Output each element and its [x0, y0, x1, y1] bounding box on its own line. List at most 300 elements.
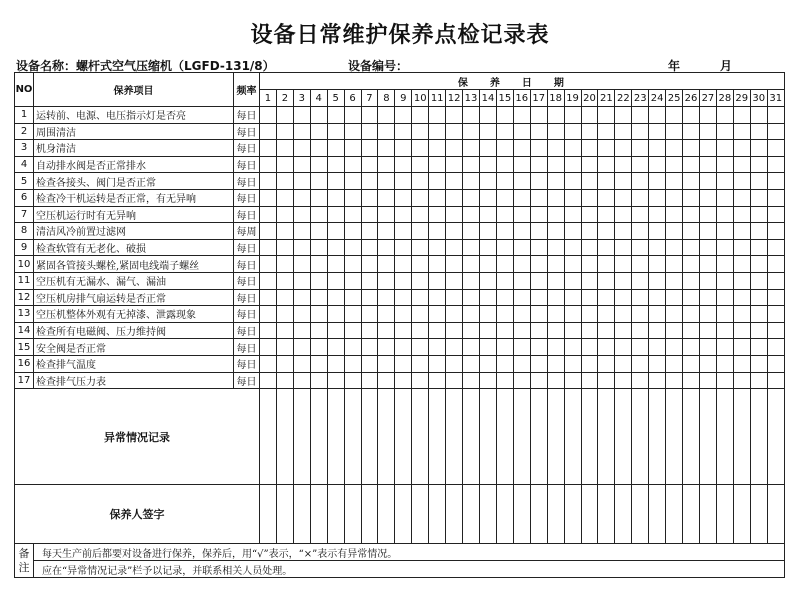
check-cell[interactable] [733, 189, 750, 206]
check-cell[interactable] [615, 173, 632, 190]
check-cell[interactable] [598, 173, 615, 190]
check-cell[interactable] [446, 322, 463, 339]
check-cell[interactable] [564, 372, 581, 389]
check-cell[interactable] [429, 223, 446, 240]
check-cell[interactable] [632, 173, 649, 190]
check-cell[interactable] [463, 256, 480, 273]
check-cell[interactable] [310, 189, 327, 206]
check-cell[interactable] [767, 256, 784, 273]
check-cell[interactable] [463, 156, 480, 173]
check-cell[interactable] [581, 189, 598, 206]
check-cell[interactable] [276, 156, 293, 173]
check-cell[interactable] [632, 189, 649, 206]
abnormal-record-cell[interactable] [513, 389, 530, 485]
check-cell[interactable] [446, 272, 463, 289]
check-cell[interactable] [429, 272, 446, 289]
signature-cell[interactable] [513, 485, 530, 544]
check-cell[interactable] [446, 355, 463, 372]
check-cell[interactable] [581, 339, 598, 356]
check-cell[interactable] [412, 355, 429, 372]
check-cell[interactable] [463, 372, 480, 389]
check-cell[interactable] [530, 239, 547, 256]
check-cell[interactable] [496, 239, 513, 256]
check-cell[interactable] [293, 206, 310, 223]
check-cell[interactable] [683, 372, 700, 389]
check-cell[interactable] [446, 140, 463, 157]
check-cell[interactable] [581, 256, 598, 273]
check-cell[interactable] [378, 156, 395, 173]
check-cell[interactable] [310, 239, 327, 256]
check-cell[interactable] [632, 140, 649, 157]
check-cell[interactable] [581, 206, 598, 223]
check-cell[interactable] [344, 140, 361, 157]
check-cell[interactable] [412, 272, 429, 289]
check-cell[interactable] [767, 272, 784, 289]
check-cell[interactable] [598, 140, 615, 157]
check-cell[interactable] [395, 189, 412, 206]
check-cell[interactable] [767, 123, 784, 140]
check-cell[interactable] [632, 107, 649, 124]
check-cell[interactable] [598, 372, 615, 389]
check-cell[interactable] [429, 322, 446, 339]
check-cell[interactable] [615, 289, 632, 306]
check-cell[interactable] [649, 339, 666, 356]
check-cell[interactable] [581, 156, 598, 173]
check-cell[interactable] [615, 123, 632, 140]
check-cell[interactable] [547, 189, 564, 206]
abnormal-record-cell[interactable] [564, 389, 581, 485]
check-cell[interactable] [412, 339, 429, 356]
check-cell[interactable] [733, 322, 750, 339]
check-cell[interactable] [716, 306, 733, 323]
check-cell[interactable] [378, 306, 395, 323]
check-cell[interactable] [361, 140, 378, 157]
check-cell[interactable] [361, 206, 378, 223]
check-cell[interactable] [479, 272, 496, 289]
check-cell[interactable] [395, 239, 412, 256]
check-cell[interactable] [361, 372, 378, 389]
check-cell[interactable] [767, 355, 784, 372]
check-cell[interactable] [513, 322, 530, 339]
check-cell[interactable] [530, 372, 547, 389]
check-cell[interactable] [564, 239, 581, 256]
check-cell[interactable] [496, 173, 513, 190]
check-cell[interactable] [513, 372, 530, 389]
check-cell[interactable] [716, 140, 733, 157]
check-cell[interactable] [293, 372, 310, 389]
check-cell[interactable] [479, 206, 496, 223]
check-cell[interactable] [767, 206, 784, 223]
check-cell[interactable] [750, 173, 767, 190]
check-cell[interactable] [547, 123, 564, 140]
check-cell[interactable] [733, 156, 750, 173]
check-cell[interactable] [716, 189, 733, 206]
check-cell[interactable] [716, 123, 733, 140]
check-cell[interactable] [412, 372, 429, 389]
check-cell[interactable] [412, 306, 429, 323]
check-cell[interactable] [699, 306, 716, 323]
abnormal-record-cell[interactable] [683, 389, 700, 485]
check-cell[interactable] [733, 206, 750, 223]
check-cell[interactable] [327, 322, 344, 339]
check-cell[interactable] [615, 107, 632, 124]
check-cell[interactable] [327, 107, 344, 124]
check-cell[interactable] [733, 289, 750, 306]
check-cell[interactable] [649, 123, 666, 140]
check-cell[interactable] [547, 289, 564, 306]
check-cell[interactable] [446, 173, 463, 190]
abnormal-record-cell[interactable] [632, 389, 649, 485]
check-cell[interactable] [581, 107, 598, 124]
check-cell[interactable] [260, 173, 277, 190]
check-cell[interactable] [463, 272, 480, 289]
check-cell[interactable] [683, 272, 700, 289]
check-cell[interactable] [293, 322, 310, 339]
check-cell[interactable] [564, 256, 581, 273]
check-cell[interactable] [564, 306, 581, 323]
abnormal-record-cell[interactable] [666, 389, 683, 485]
check-cell[interactable] [293, 107, 310, 124]
signature-cell[interactable] [733, 485, 750, 544]
check-cell[interactable] [310, 272, 327, 289]
check-cell[interactable] [513, 173, 530, 190]
check-cell[interactable] [310, 355, 327, 372]
check-cell[interactable] [378, 189, 395, 206]
check-cell[interactable] [632, 289, 649, 306]
check-cell[interactable] [632, 372, 649, 389]
check-cell[interactable] [564, 322, 581, 339]
check-cell[interactable] [496, 355, 513, 372]
check-cell[interactable] [276, 372, 293, 389]
signature-cell[interactable] [564, 485, 581, 544]
check-cell[interactable] [479, 339, 496, 356]
check-cell[interactable] [666, 322, 683, 339]
check-cell[interactable] [293, 272, 310, 289]
check-cell[interactable] [716, 206, 733, 223]
check-cell[interactable] [649, 107, 666, 124]
check-cell[interactable] [733, 239, 750, 256]
check-cell[interactable] [547, 223, 564, 240]
check-cell[interactable] [496, 223, 513, 240]
check-cell[interactable] [496, 156, 513, 173]
check-cell[interactable] [699, 223, 716, 240]
check-cell[interactable] [361, 339, 378, 356]
check-cell[interactable] [598, 355, 615, 372]
check-cell[interactable] [666, 156, 683, 173]
check-cell[interactable] [496, 123, 513, 140]
check-cell[interactable] [547, 107, 564, 124]
check-cell[interactable] [750, 123, 767, 140]
check-cell[interactable] [276, 239, 293, 256]
check-cell[interactable] [716, 289, 733, 306]
check-cell[interactable] [260, 239, 277, 256]
check-cell[interactable] [530, 339, 547, 356]
check-cell[interactable] [683, 107, 700, 124]
check-cell[interactable] [327, 372, 344, 389]
check-cell[interactable] [260, 256, 277, 273]
check-cell[interactable] [699, 140, 716, 157]
check-cell[interactable] [446, 289, 463, 306]
check-cell[interactable] [767, 173, 784, 190]
check-cell[interactable] [666, 372, 683, 389]
check-cell[interactable] [632, 223, 649, 240]
check-cell[interactable] [276, 256, 293, 273]
check-cell[interactable] [666, 107, 683, 124]
abnormal-record-cell[interactable] [530, 389, 547, 485]
check-cell[interactable] [530, 256, 547, 273]
check-cell[interactable] [479, 322, 496, 339]
check-cell[interactable] [598, 339, 615, 356]
check-cell[interactable] [666, 272, 683, 289]
check-cell[interactable] [598, 107, 615, 124]
check-cell[interactable] [260, 223, 277, 240]
check-cell[interactable] [615, 339, 632, 356]
check-cell[interactable] [395, 355, 412, 372]
check-cell[interactable] [344, 156, 361, 173]
check-cell[interactable] [598, 156, 615, 173]
check-cell[interactable] [310, 322, 327, 339]
check-cell[interactable] [463, 306, 480, 323]
abnormal-record-cell[interactable] [649, 389, 666, 485]
check-cell[interactable] [750, 107, 767, 124]
check-cell[interactable] [649, 272, 666, 289]
check-cell[interactable] [310, 289, 327, 306]
check-cell[interactable] [293, 156, 310, 173]
check-cell[interactable] [293, 223, 310, 240]
check-cell[interactable] [327, 256, 344, 273]
check-cell[interactable] [395, 223, 412, 240]
check-cell[interactable] [429, 306, 446, 323]
check-cell[interactable] [496, 140, 513, 157]
check-cell[interactable] [581, 140, 598, 157]
check-cell[interactable] [361, 123, 378, 140]
signature-cell[interactable] [632, 485, 649, 544]
check-cell[interactable] [293, 123, 310, 140]
check-cell[interactable] [598, 223, 615, 240]
check-cell[interactable] [344, 107, 361, 124]
check-cell[interactable] [615, 372, 632, 389]
check-cell[interactable] [547, 140, 564, 157]
check-cell[interactable] [344, 256, 361, 273]
signature-cell[interactable] [463, 485, 480, 544]
check-cell[interactable] [446, 372, 463, 389]
check-cell[interactable] [683, 140, 700, 157]
check-cell[interactable] [293, 306, 310, 323]
check-cell[interactable] [699, 339, 716, 356]
abnormal-record-cell[interactable] [547, 389, 564, 485]
check-cell[interactable] [361, 239, 378, 256]
check-cell[interactable] [564, 339, 581, 356]
abnormal-record-cell[interactable] [260, 389, 277, 485]
abnormal-record-cell[interactable] [378, 389, 395, 485]
check-cell[interactable] [276, 173, 293, 190]
abnormal-record-cell[interactable] [496, 389, 513, 485]
check-cell[interactable] [547, 355, 564, 372]
check-cell[interactable] [547, 256, 564, 273]
check-cell[interactable] [412, 107, 429, 124]
check-cell[interactable] [649, 189, 666, 206]
check-cell[interactable] [276, 189, 293, 206]
check-cell[interactable] [547, 372, 564, 389]
abnormal-record-cell[interactable] [581, 389, 598, 485]
check-cell[interactable] [395, 372, 412, 389]
check-cell[interactable] [446, 123, 463, 140]
abnormal-record-cell[interactable] [463, 389, 480, 485]
signature-cell[interactable] [683, 485, 700, 544]
check-cell[interactable] [547, 339, 564, 356]
check-cell[interactable] [649, 355, 666, 372]
check-cell[interactable] [276, 140, 293, 157]
check-cell[interactable] [327, 339, 344, 356]
check-cell[interactable] [750, 355, 767, 372]
check-cell[interactable] [429, 289, 446, 306]
abnormal-record-cell[interactable] [750, 389, 767, 485]
check-cell[interactable] [361, 272, 378, 289]
check-cell[interactable] [395, 156, 412, 173]
signature-cell[interactable] [666, 485, 683, 544]
check-cell[interactable] [530, 355, 547, 372]
check-cell[interactable] [446, 239, 463, 256]
check-cell[interactable] [683, 322, 700, 339]
check-cell[interactable] [361, 306, 378, 323]
check-cell[interactable] [564, 140, 581, 157]
check-cell[interactable] [344, 289, 361, 306]
check-cell[interactable] [429, 156, 446, 173]
check-cell[interactable] [733, 107, 750, 124]
check-cell[interactable] [293, 256, 310, 273]
check-cell[interactable] [564, 272, 581, 289]
check-cell[interactable] [733, 272, 750, 289]
check-cell[interactable] [276, 339, 293, 356]
check-cell[interactable] [716, 156, 733, 173]
check-cell[interactable] [750, 272, 767, 289]
check-cell[interactable] [429, 173, 446, 190]
check-cell[interactable] [564, 123, 581, 140]
check-cell[interactable] [429, 256, 446, 273]
check-cell[interactable] [429, 239, 446, 256]
check-cell[interactable] [683, 355, 700, 372]
check-cell[interactable] [716, 272, 733, 289]
check-cell[interactable] [530, 289, 547, 306]
check-cell[interactable] [564, 189, 581, 206]
check-cell[interactable] [615, 189, 632, 206]
check-cell[interactable] [479, 306, 496, 323]
check-cell[interactable] [310, 156, 327, 173]
check-cell[interactable] [513, 156, 530, 173]
signature-cell[interactable] [496, 485, 513, 544]
check-cell[interactable] [666, 289, 683, 306]
check-cell[interactable] [666, 355, 683, 372]
check-cell[interactable] [327, 223, 344, 240]
check-cell[interactable] [649, 322, 666, 339]
check-cell[interactable] [649, 372, 666, 389]
check-cell[interactable] [260, 339, 277, 356]
check-cell[interactable] [429, 372, 446, 389]
check-cell[interactable] [547, 322, 564, 339]
check-cell[interactable] [547, 173, 564, 190]
signature-cell[interactable] [276, 485, 293, 544]
signature-cell[interactable] [767, 485, 784, 544]
check-cell[interactable] [683, 173, 700, 190]
check-cell[interactable] [395, 322, 412, 339]
check-cell[interactable] [530, 140, 547, 157]
check-cell[interactable] [276, 306, 293, 323]
abnormal-record-cell[interactable] [276, 389, 293, 485]
check-cell[interactable] [310, 223, 327, 240]
check-cell[interactable] [767, 107, 784, 124]
check-cell[interactable] [750, 322, 767, 339]
abnormal-record-cell[interactable] [615, 389, 632, 485]
check-cell[interactable] [276, 289, 293, 306]
check-cell[interactable] [293, 173, 310, 190]
check-cell[interactable] [666, 256, 683, 273]
check-cell[interactable] [344, 339, 361, 356]
check-cell[interactable] [564, 107, 581, 124]
check-cell[interactable] [530, 306, 547, 323]
check-cell[interactable] [767, 306, 784, 323]
check-cell[interactable] [496, 206, 513, 223]
check-cell[interactable] [733, 339, 750, 356]
check-cell[interactable] [716, 223, 733, 240]
check-cell[interactable] [412, 123, 429, 140]
check-cell[interactable] [750, 156, 767, 173]
signature-cell[interactable] [716, 485, 733, 544]
check-cell[interactable] [699, 173, 716, 190]
check-cell[interactable] [581, 223, 598, 240]
signature-cell[interactable] [395, 485, 412, 544]
check-cell[interactable] [446, 256, 463, 273]
check-cell[interactable] [378, 123, 395, 140]
check-cell[interactable] [395, 289, 412, 306]
check-cell[interactable] [260, 289, 277, 306]
check-cell[interactable] [733, 372, 750, 389]
check-cell[interactable] [293, 140, 310, 157]
signature-cell[interactable] [479, 485, 496, 544]
check-cell[interactable] [446, 156, 463, 173]
check-cell[interactable] [412, 239, 429, 256]
check-cell[interactable] [666, 140, 683, 157]
check-cell[interactable] [479, 239, 496, 256]
check-cell[interactable] [598, 189, 615, 206]
check-cell[interactable] [260, 189, 277, 206]
check-cell[interactable] [361, 355, 378, 372]
check-cell[interactable] [733, 223, 750, 240]
check-cell[interactable] [530, 223, 547, 240]
check-cell[interactable] [310, 339, 327, 356]
check-cell[interactable] [344, 173, 361, 190]
check-cell[interactable] [479, 140, 496, 157]
check-cell[interactable] [716, 107, 733, 124]
check-cell[interactable] [429, 355, 446, 372]
check-cell[interactable] [513, 272, 530, 289]
check-cell[interactable] [260, 206, 277, 223]
check-cell[interactable] [733, 123, 750, 140]
check-cell[interactable] [564, 156, 581, 173]
check-cell[interactable] [581, 289, 598, 306]
check-cell[interactable] [344, 306, 361, 323]
check-cell[interactable] [564, 289, 581, 306]
check-cell[interactable] [699, 355, 716, 372]
check-cell[interactable] [260, 272, 277, 289]
check-cell[interactable] [649, 306, 666, 323]
check-cell[interactable] [666, 306, 683, 323]
check-cell[interactable] [327, 306, 344, 323]
check-cell[interactable] [767, 239, 784, 256]
check-cell[interactable] [479, 107, 496, 124]
check-cell[interactable] [361, 107, 378, 124]
check-cell[interactable] [699, 372, 716, 389]
check-cell[interactable] [767, 156, 784, 173]
